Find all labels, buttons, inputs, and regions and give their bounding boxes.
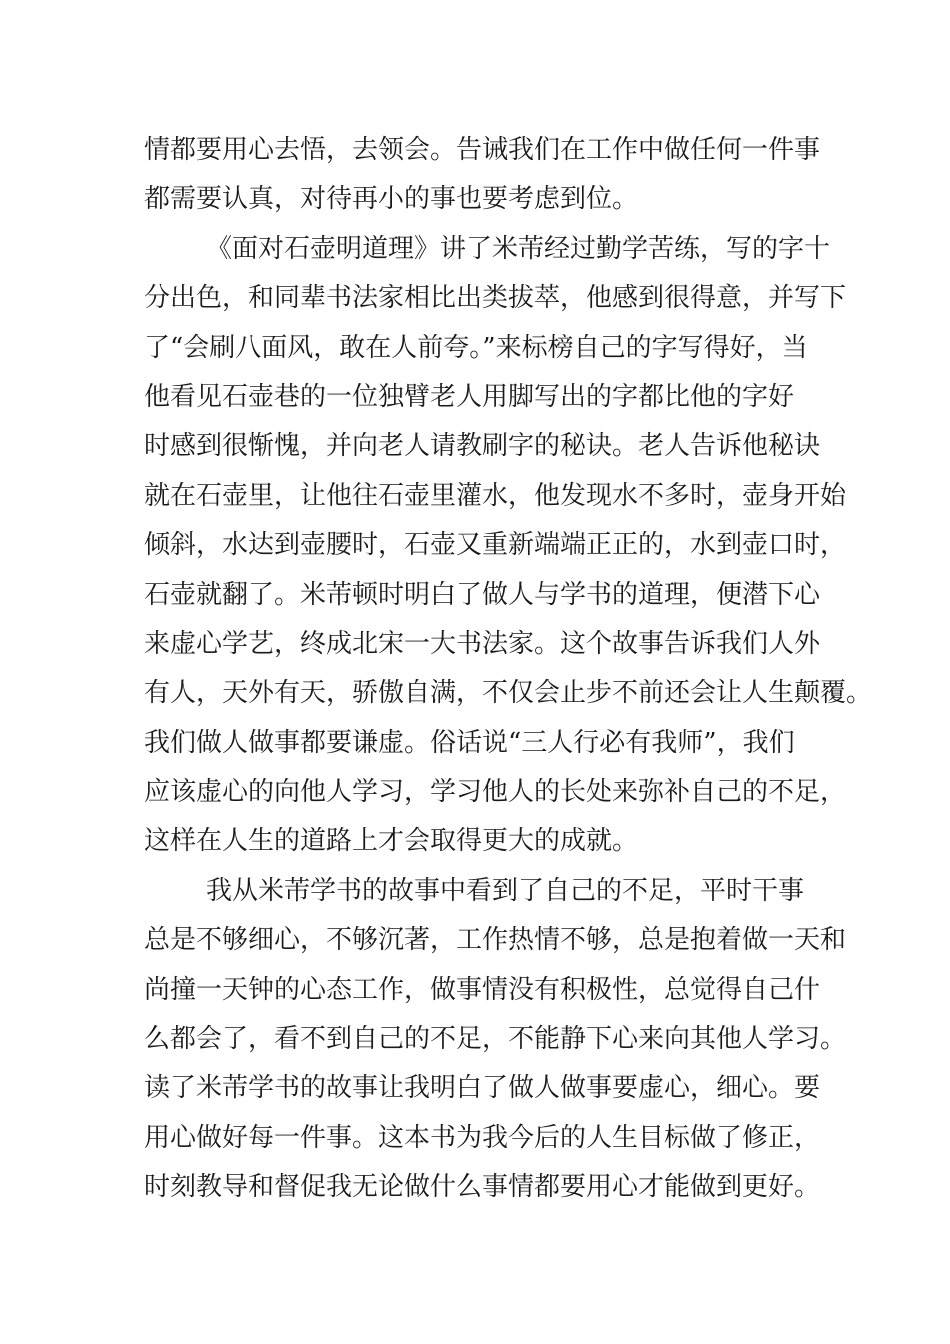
text-line: 有人，天外有天，骄傲自满，不仅会止步不前还会让人生颠覆。 — [144, 678, 873, 709]
text-line: 时刻教导和督促我无论做什么事情都要用心才能做到更好。 — [144, 1172, 821, 1203]
text-line: 都需要认真，对待再小的事也要考虑到位。 — [144, 184, 639, 215]
paragraph-start-line: 我从米芾学书的故事中看到了自己的不足，平时干事 — [206, 875, 805, 906]
text-line: 用心做好每一件事。这本书为我今后的人生目标做了修正， — [144, 1122, 821, 1153]
text-line: 石壶就翻了。米芾顿时明白了做人与学书的道理，便潜下心 — [144, 579, 821, 610]
text-line: 情都要用心去悟，去领会。告诫我们在工作中做任何一件事 — [144, 135, 821, 165]
text-line: 时感到很惭愧，并向老人请教刷字的秘诀。老人告诉他秘诀 — [144, 431, 821, 462]
text-line: 总是不够细心，不够沉著，工作热情不够，总是抱着做一天和 — [144, 925, 847, 956]
text-line: 这样在人生的道路上才会取得更大的成就。 — [144, 826, 639, 857]
text-line: 他看见石壶巷的一位独臂老人用脚写出的字都比他的字好 — [144, 381, 795, 412]
body-text — [144, 126, 873, 1213]
paragraph-start-line: 《面对石壶明道理》讲了米芾经过勤学苦练，写的字十 — [206, 233, 831, 264]
text-line: 就在石壶里，让他往石壶里灌水，他发现水不多时，壶身开始 — [144, 480, 847, 511]
text-line: 倾斜，水达到壶腰时，石壶又重新端端正正的，水到壶口时， — [144, 530, 847, 561]
text-line: 我们做人做事都要谦虚。俗话说“三人行必有我师”，我们 — [144, 727, 795, 758]
text-line: 尚撞一天钟的心态工作，做事情没有积极性，总觉得自己什 — [144, 974, 821, 1005]
text-line: 读了米芾学书的故事让我明白了做人做事要虚心，细心。要 — [144, 1073, 821, 1104]
text-line: 么都会了，看不到自己的不足，不能静下心来向其他人学习。 — [144, 1024, 847, 1055]
text-line: 分出色，和同辈书法家相比出类拔萃，他感到很得意，并写下 — [144, 283, 847, 314]
text-line: 了“会刷八面风，敢在人前夸。”来标榜自己的字写得好，当 — [144, 332, 808, 363]
text-line: 来虚心学艺，终成北宋一大书法家。这个故事告诉我们人外 — [144, 628, 821, 659]
text-line: 应该虚心的向他人学习，学习他人的长处来弥补自己的不足， — [144, 777, 847, 808]
